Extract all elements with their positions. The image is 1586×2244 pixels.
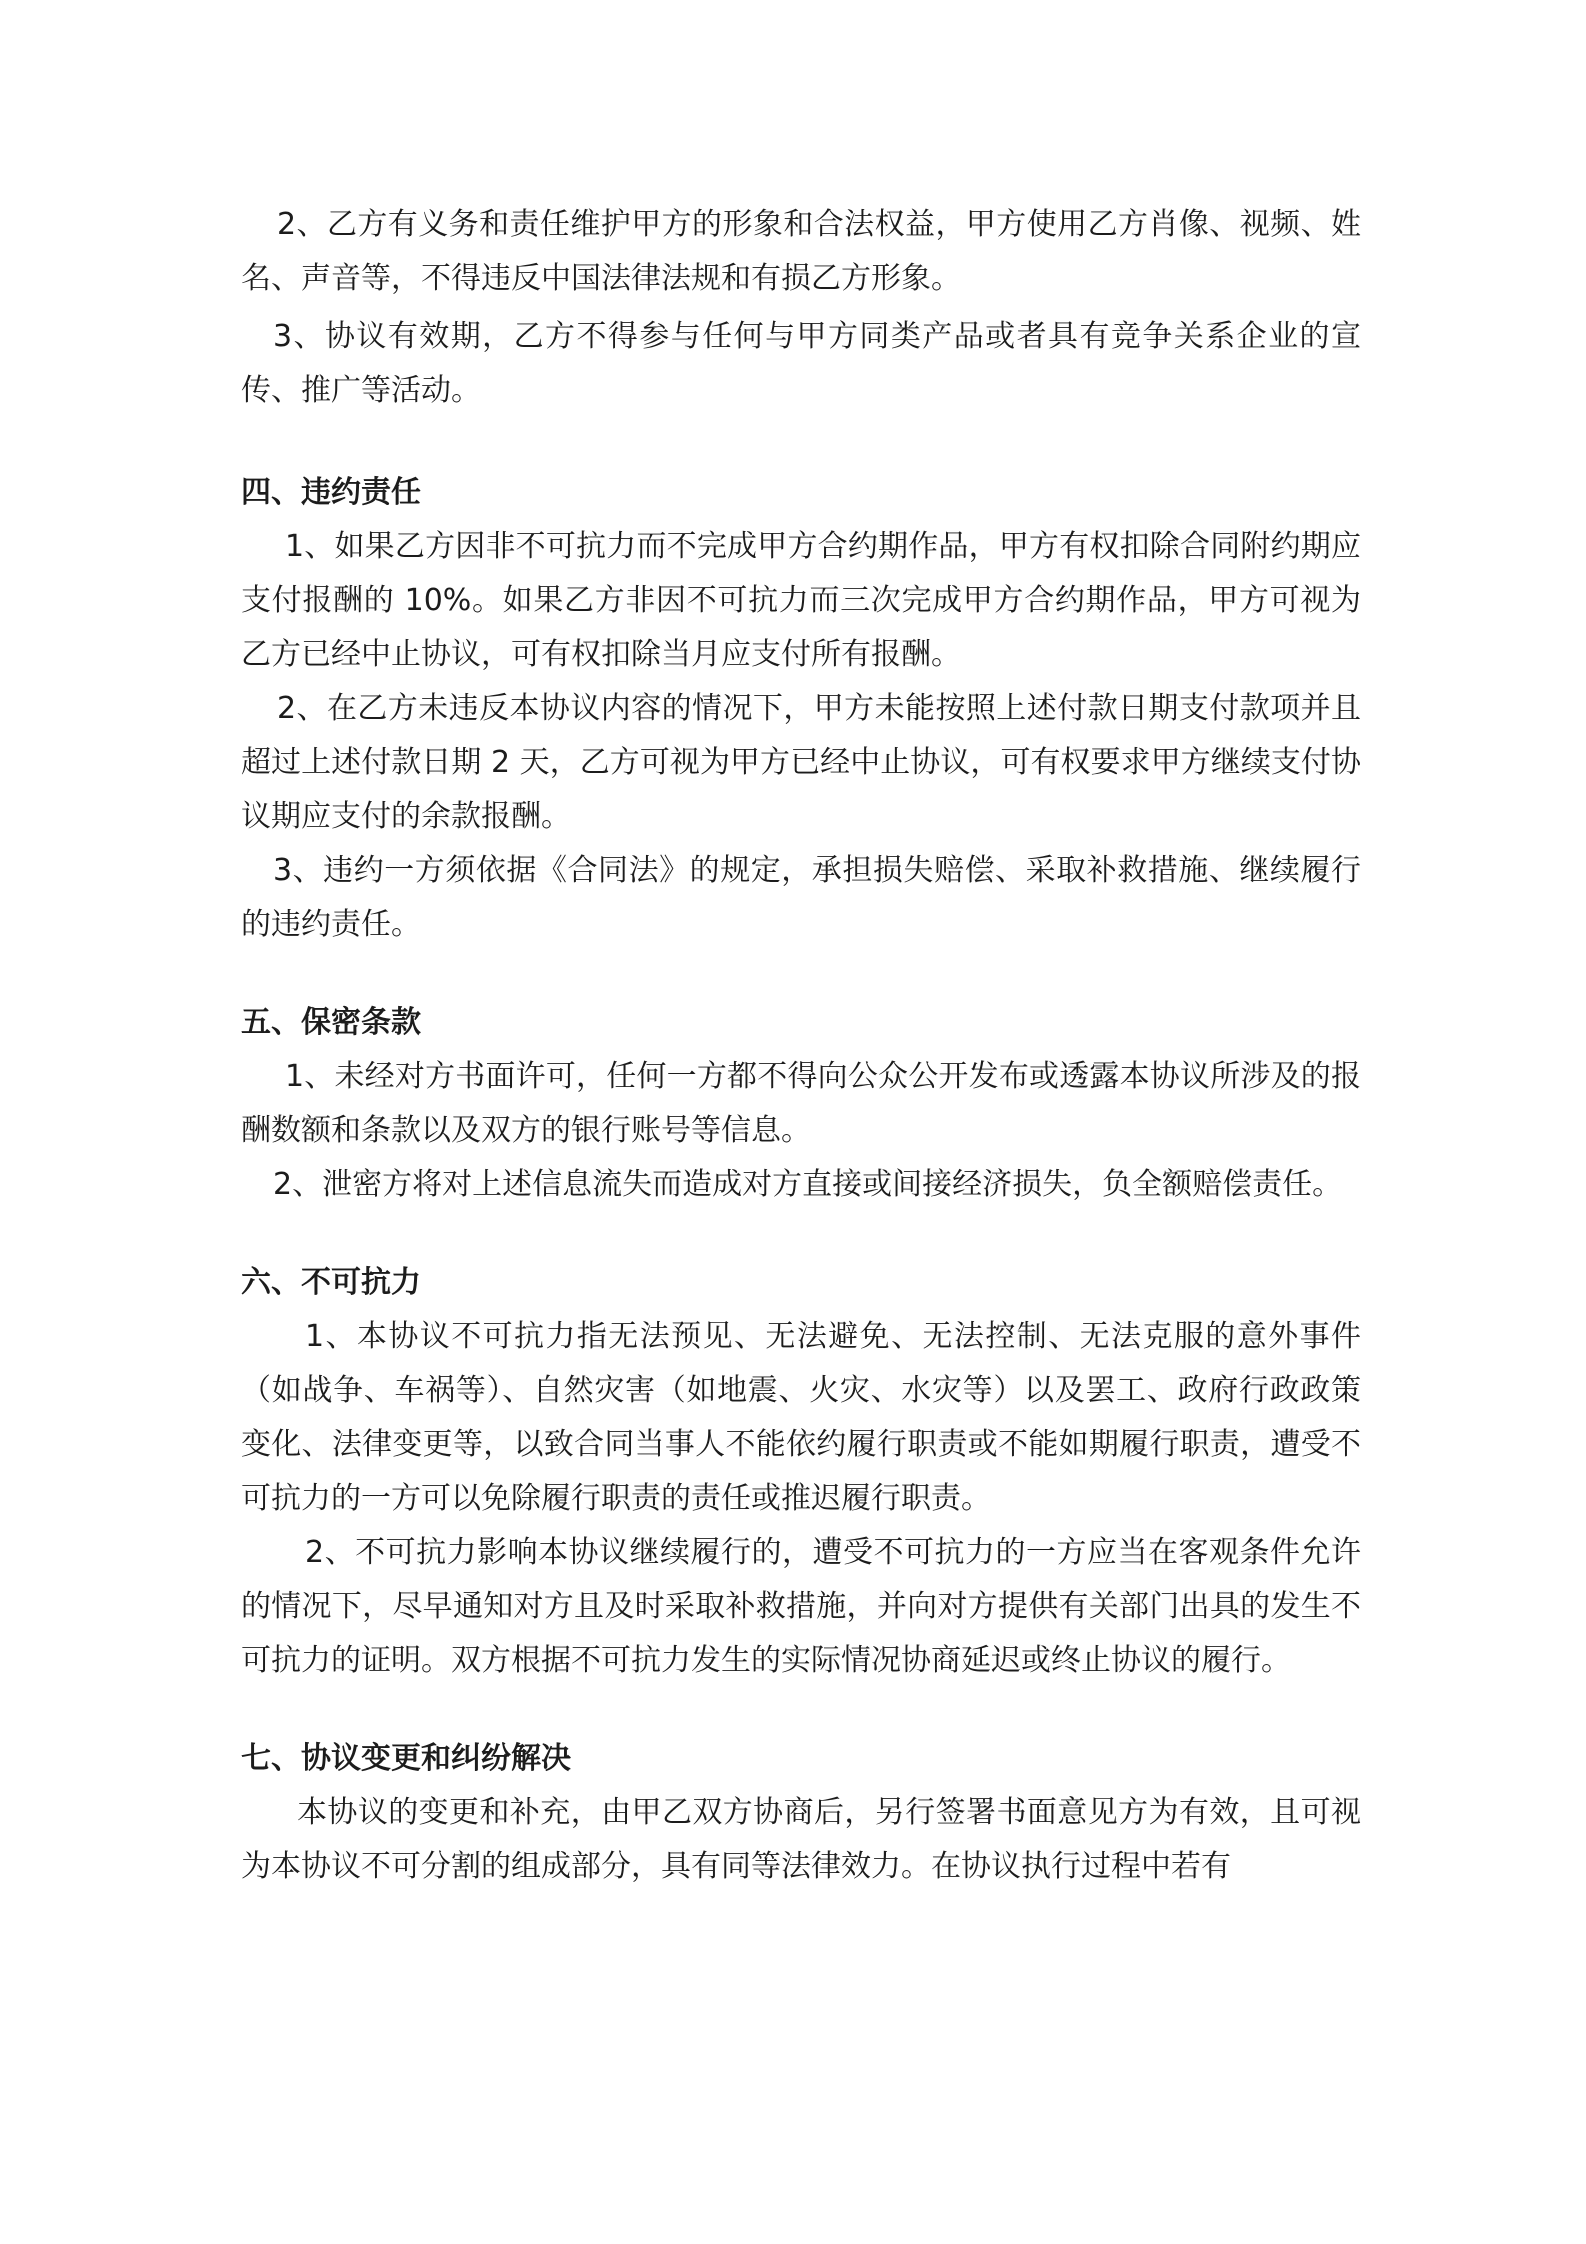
section-5-clause-2: 2、泄密方将对上述信息流失而造成对方直接或间接经济损失，负全额赔偿责任。 bbox=[273, 1167, 1343, 1202]
document-page bbox=[241, 198, 1361, 1894]
section-6-clause-2: 2、不可抗力影响本协议继续履行的，遭受不可抗力的一方应当在客观条件允许的情况下，尽早通知对方且及时采取补救措施，并向对方提供有关部门出具的发生不可抗力的证明。双方根据不可抗力发生的实际情况协商延迟或终止协议的履行。 bbox=[241, 1535, 1361, 1678]
section-heading-6: 六、不可抗力 bbox=[241, 1265, 421, 1300]
clause-3: 3、协议有效期，乙方不得参与任何与甲方同类产品或者具有竞争关系企业的宣传、推广等活动。 bbox=[241, 319, 1361, 408]
section-heading-7: 七、协议变更和纠纷解决 bbox=[241, 1741, 571, 1776]
section-5-clause-1: 1、未经对方书面许可，任何一方都不得向公众公开发布或透露本协议所涉及的报酬数额和条款以及双方的银行账号等信息。 bbox=[241, 1059, 1361, 1148]
section-heading-4: 四、违约责任 bbox=[241, 475, 421, 510]
section-4-clause-3: 3、违约一方须依据《合同法》的规定，承担损失赔偿、采取补救措施、继续履行的违约责任。 bbox=[241, 853, 1361, 942]
section-7-clause-1: 本协议的变更和补充，由甲乙双方协商后，另行签署书面意见方为有效，且可视为本协议不可分割的组成部分，具有同等法律效力。在协议执行过程中若有 bbox=[241, 1795, 1361, 1884]
clause-2: 2、乙方有义务和责任维护甲方的形象和合法权益，甲方使用乙方肖像、视频、姓名、声音等，不得违反中国法律法规和有损乙方形象。 bbox=[241, 207, 1361, 296]
section-4-clause-1: 1、如果乙方因非不可抗力而不完成甲方合约期作品，甲方有权扣除合同附约期应支付报酬的 10%。如果乙方非因不可抗力而三次完成甲方合约期作品，甲方可视为乙方已经中止协议，可有权扣除当月应支付所有报酬。 bbox=[241, 529, 1361, 672]
section-4-clause-2: 2、在乙方未违反本协议内容的情况下，甲方未能按照上述付款日期支付款项并且超过上述付款日期 2 天，乙方可视为甲方已经中止协议，可有权要求甲方继续支付协议期应支付的余款报酬。 bbox=[241, 691, 1361, 834]
section-heading-5: 五、保密条款 bbox=[241, 1005, 421, 1040]
section-6-clause-1: 1、本协议不可抗力指无法预见、无法避免、无法控制、无法克服的意外事件（如战争、车祸等）、自然灾害（如地震、火灾、水灾等）以及罢工、政府行政政策变化、法律变更等，以致合同当事人不能依约履行职责或不能如期履行职责，遭受不可抗力的一方可以免除履行职责的责任或推迟履行职责。 bbox=[241, 1319, 1361, 1516]
